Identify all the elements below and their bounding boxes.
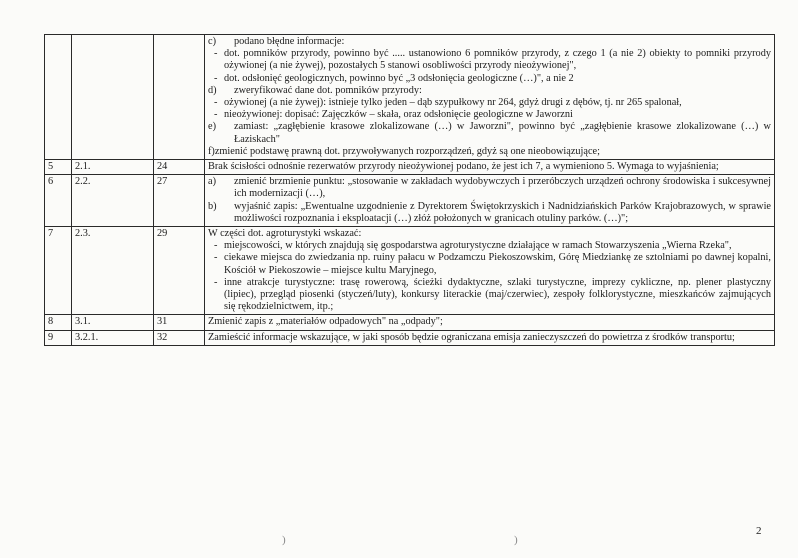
item-marker: c) [208,36,216,47]
item-marker: - [214,48,218,60]
chapter-cell: 2.2. [72,175,154,227]
chapter-cell: 2.3. [72,227,154,315]
margin-mark: ) [514,534,518,546]
table-row [45,160,775,175]
item-marker: b) [208,200,217,212]
item-text: zmienić brzmienie punktu: „stosowanie w zakładach wydobywczych i przeróbczych urządzeń ochrony środowiska i sukcesywnej ich modernizacji (…), [234,176,771,200]
table-row [45,315,775,330]
list-item [208,176,771,200]
item-text: dot. pomników przyrody, powinno być ..... ustanowiono 6 pomników przyrody, z czego 1 (a nie 2) obiekty to pomniki przyrody ożywionej (a nie żywej), pozostałych 5 stanowi osobliwości przyrody nieożywionej", [224,48,771,72]
row-number-cell: 5 [45,160,72,175]
row-number-cell: 9 [45,330,72,345]
dash-item [208,48,771,72]
page-cell: 31 [154,315,205,330]
item-text: zweryfikować dane dot. pomników przyrody: [234,84,422,96]
item-text: nieożywionej: dopisać: Zajęczków – skała, oraz odsłonięcie geologiczne w Jaworzni [224,109,573,121]
paragraph: Zmienić zapis z „materiałów odpadowych" na „odpady"; [208,316,443,328]
remarks-table [44,34,775,346]
remark-cell [205,175,775,227]
remark-cell [205,315,775,330]
list-item [208,85,771,97]
chapter-cell: 3.1. [72,315,154,330]
table-row [45,330,775,345]
table-row [45,35,775,160]
item-text: miejscowości, w których znajdują się gospodarstwa agroturystyczne działające w ramach Stowarzyszenia „Wierna Rzeka", [224,240,732,252]
item-marker: a) [208,176,216,188]
dash-item [208,73,771,85]
remark-cell [205,160,775,175]
paragraph: Zamieścić informacje wskazujące, w jaki sposób będzie ograniczana emisja zanieczyszczeń do powietrza z środków transportu; [208,331,735,343]
remark-cell [205,330,775,345]
paragraph: Brak ścisłości odnośnie rezerwatów przyrody nieożywionej podano, że jest ich 7, a wymieniono 5. Wymaga to wyjaśnienia; [208,161,719,173]
item-text: zamiast: „zagłębienie krasowe zlokalizowane (…) w Jaworzni", powinno być „zagłębienie krasowe zlokalizowane (…) w Łaziskach" [234,121,771,145]
item-text: ciekawe miejsca do zwiedzania np. ruiny pałacu w Podzamczu Piekoszowskim, Górę Miedziankę ze sztolniami po dawnej kopalni, Kościół w Piekoszowie – miejsce kultu Maryjnego, [224,252,771,276]
list-item [208,36,771,48]
item-marker: - [214,97,218,109]
item-text: podano błędne informacje: [234,36,345,47]
item-marker: - [214,252,218,264]
item-marker: d) [208,84,217,96]
chapter-cell: 2.1. [72,160,154,175]
remark-cell [205,35,775,160]
margin-mark: ) [282,534,286,546]
table-row [45,227,775,315]
item-text: wyjaśnić zapis: „Ewentualne uzgodnienie z Dyrektorem Świętokrzyskich i Nadnidziańskich Parków Krajobrazowych, w sprawie możliwości rozpoznania i eksploatacji (…) złóż położonych w granicach otuliny parków. (…)"; [234,200,771,224]
page-cell: 29 [154,227,205,315]
page-cell: 24 [154,160,205,175]
dash-item [208,252,771,276]
page-cell: 32 [154,330,205,345]
item-marker: - [214,109,218,121]
item-marker: e) [208,121,216,133]
item-marker: - [214,72,218,84]
chapter-cell [72,35,154,160]
page-cell: 27 [154,175,205,227]
item-text: inne atrakcje turystyczne: trasę rowerową, ścieżki dydaktyczne, szlaki turystyczne, imprezy cykliczne, np. plener plastyczny (lipiec), przegląd piosenki (styczeń/luty), konkursy literackie (maj/czerwiec), zespoły folklorystyczne, mieszkańców zajmujących się rękodzielnictwem, itp.; [224,276,771,313]
list-item [208,121,771,145]
item-text: dot. odsłonięć geologicznych, powinno być „3 odsłonięcia geologiczne (…)", a nie 2 [224,72,574,84]
paragraph: W części dot. agroturystyki wskazać: [208,228,362,240]
page-cell [154,35,205,160]
remark-cell [205,227,775,315]
row-number-cell: 8 [45,315,72,330]
page-number: 2 [756,525,762,537]
item-marker: - [214,276,218,288]
dash-item [208,240,771,252]
item-marker: - [214,240,218,252]
row-number-cell: 6 [45,175,72,227]
list-item [208,201,771,225]
paragraph: f)zmienić podstawę prawną dot. przywoływanych rozporządzeń, gdyż są one nieobowiązujące; [208,145,600,157]
row-number-cell: 7 [45,227,72,315]
dash-item [208,277,771,314]
table-row [45,175,775,227]
item-text: ożywionej (a nie żywej): istnieje tylko jeden – dąb szypułkowy nr 264, gdyż drugi z dębów, tj. nr 265 spalonał, [224,97,682,109]
dash-item [208,109,771,121]
row-number-cell [45,35,72,160]
chapter-cell: 3.2.1. [72,330,154,345]
dash-item [208,97,771,109]
